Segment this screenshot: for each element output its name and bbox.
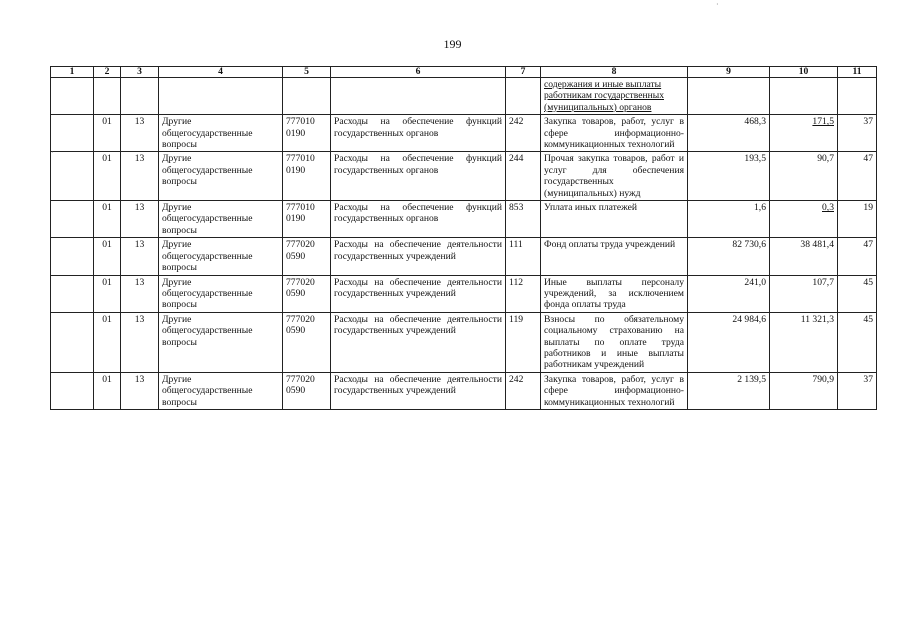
cell-target-name: Расходы на обеспечение функций государственных органов bbox=[331, 152, 506, 201]
cell-expense-code: 119 bbox=[506, 312, 541, 372]
cell-percent: 37 bbox=[838, 372, 877, 409]
budget-table bbox=[50, 66, 877, 410]
cell-executed: 38 481,4 bbox=[770, 238, 838, 275]
cell-empty bbox=[94, 78, 121, 115]
cell-percent: 47 bbox=[838, 152, 877, 201]
cell-target-name: Расходы на обеспечение функций государственных органов bbox=[331, 201, 506, 238]
cell-expense-type: Закупка товаров, работ, услуг в сфере информационно-коммуникационных технологий bbox=[541, 115, 688, 152]
cell-section-name: Другие общегосударственные вопросы bbox=[159, 115, 283, 152]
table-row bbox=[51, 152, 877, 201]
table-row bbox=[51, 275, 877, 312]
cell-index bbox=[51, 152, 94, 201]
cell-section: 01 bbox=[94, 238, 121, 275]
column-header: 2 bbox=[94, 67, 121, 78]
column-header: 8 bbox=[541, 67, 688, 78]
page-number: 199 bbox=[443, 37, 462, 51]
cell-empty bbox=[838, 78, 877, 115]
cell-executed: 11 321,3 bbox=[770, 312, 838, 372]
cell-percent: 19 bbox=[838, 201, 877, 238]
cell-empty bbox=[506, 78, 541, 115]
header-row bbox=[51, 67, 877, 78]
cell-target-code: 777020 0590 bbox=[283, 372, 331, 409]
cell-target-code: 777020 0590 bbox=[283, 312, 331, 372]
cell-target-name: Расходы на обеспечение деятельности государственных учреждений bbox=[331, 372, 506, 409]
column-header: 4 bbox=[159, 67, 283, 78]
cell-target-code: 777010 0190 bbox=[283, 201, 331, 238]
cell-section: 01 bbox=[94, 312, 121, 372]
cell-planned: 468,3 bbox=[688, 115, 770, 152]
cell-subsection: 13 bbox=[121, 372, 159, 409]
cell-index bbox=[51, 115, 94, 152]
cell-percent: 45 bbox=[838, 275, 877, 312]
cell-index bbox=[51, 312, 94, 372]
cell-section-name: Другие общегосударственные вопросы bbox=[159, 152, 283, 201]
column-header: 1 bbox=[51, 67, 94, 78]
column-header: 6 bbox=[331, 67, 506, 78]
cell-expense-type: содержания и иные выплаты работникам государственных (муниципальных) органов bbox=[541, 78, 688, 115]
cell-planned: 24 984,6 bbox=[688, 312, 770, 372]
column-header: 9 bbox=[688, 67, 770, 78]
cell-section: 01 bbox=[94, 275, 121, 312]
cell-section-name: Другие общегосударственные вопросы bbox=[159, 312, 283, 372]
cell-index bbox=[51, 372, 94, 409]
column-header: 10 bbox=[770, 67, 838, 78]
column-header: 7 bbox=[506, 67, 541, 78]
cell-percent: 37 bbox=[838, 115, 877, 152]
cell-subsection: 13 bbox=[121, 312, 159, 372]
cell-section-name: Другие общегосударственные вопросы bbox=[159, 372, 283, 409]
cell-expense-code: 244 bbox=[506, 152, 541, 201]
cell-percent: 45 bbox=[838, 312, 877, 372]
cell-executed: 0,3 bbox=[770, 201, 838, 238]
cell-section-name: Другие общегосударственные вопросы bbox=[159, 201, 283, 238]
cell-empty bbox=[121, 78, 159, 115]
cell-section: 01 bbox=[94, 372, 121, 409]
table-row bbox=[51, 312, 877, 372]
cell-subsection: 13 bbox=[121, 115, 159, 152]
cell-planned: 2 139,5 bbox=[688, 372, 770, 409]
cell-subsection: 13 bbox=[121, 275, 159, 312]
cell-index bbox=[51, 275, 94, 312]
cell-empty bbox=[688, 78, 770, 115]
cell-target-name: Расходы на обеспечение функций государственных органов bbox=[331, 115, 506, 152]
cell-target-code: 777020 0590 bbox=[283, 275, 331, 312]
cell-index bbox=[51, 238, 94, 275]
cell-expense-type: Иные выплаты персоналу учреждений, за исключением фонда оплаты труда bbox=[541, 275, 688, 312]
cell-subsection: 13 bbox=[121, 238, 159, 275]
cell-target-code: 777020 0590 bbox=[283, 238, 331, 275]
continuation-row bbox=[51, 78, 877, 115]
cell-expense-type: Прочая закупка товаров, работ и услуг для обеспечения государственных (муниципальных) нужд bbox=[541, 152, 688, 201]
cell-expense-type: Закупка товаров, работ, услуг в сфере информационно-коммуникационных технологий bbox=[541, 372, 688, 409]
cell-expense-code: 111 bbox=[506, 238, 541, 275]
cell-empty bbox=[283, 78, 331, 115]
scan-dot: · bbox=[51, 148, 54, 157]
cell-executed: 171,5 bbox=[770, 115, 838, 152]
cell-expense-code: 242 bbox=[506, 115, 541, 152]
cell-section: 01 bbox=[94, 115, 121, 152]
cell-subsection: 13 bbox=[121, 201, 159, 238]
cell-subsection: 13 bbox=[121, 152, 159, 201]
cell-section: 01 bbox=[94, 152, 121, 201]
cell-target-name: Расходы на обеспечение деятельности государственных учреждений bbox=[331, 275, 506, 312]
cell-expense-type: Уплата иных платежей bbox=[541, 201, 688, 238]
cell-executed: 90,7 bbox=[770, 152, 838, 201]
column-header: 11 bbox=[838, 67, 877, 78]
cell-expense-type: Фонд оплаты труда учреждений bbox=[541, 238, 688, 275]
cell-empty bbox=[159, 78, 283, 115]
cell-target-code: 777010 0190 bbox=[283, 152, 331, 201]
cell-target-code: 777010 0190 bbox=[283, 115, 331, 152]
scan-dot: · bbox=[716, 0, 719, 9]
cell-executed: 790,9 bbox=[770, 372, 838, 409]
cell-empty bbox=[770, 78, 838, 115]
cell-index bbox=[51, 201, 94, 238]
cell-planned: 193,5 bbox=[688, 152, 770, 201]
table-row bbox=[51, 238, 877, 275]
cell-expense-code: 853 bbox=[506, 201, 541, 238]
table-row bbox=[51, 201, 877, 238]
column-header: 3 bbox=[121, 67, 159, 78]
cell-executed: 107,7 bbox=[770, 275, 838, 312]
cell-expense-code: 242 bbox=[506, 372, 541, 409]
table-row bbox=[51, 372, 877, 409]
cell-target-name: Расходы на обеспечение деятельности государственных учреждений bbox=[331, 312, 506, 372]
cell-empty bbox=[51, 78, 94, 115]
cell-percent: 47 bbox=[838, 238, 877, 275]
cell-expense-code: 112 bbox=[506, 275, 541, 312]
cell-section-name: Другие общегосударственные вопросы bbox=[159, 275, 283, 312]
cell-target-name: Расходы на обеспечение деятельности государственных учреждений bbox=[331, 238, 506, 275]
cell-empty bbox=[331, 78, 506, 115]
column-header: 5 bbox=[283, 67, 331, 78]
cell-section-name: Другие общегосударственные вопросы bbox=[159, 238, 283, 275]
cell-planned: 1,6 bbox=[688, 201, 770, 238]
cell-planned: 82 730,6 bbox=[688, 238, 770, 275]
cell-expense-type: Взносы по обязательному социальному страхованию на выплаты по оплате труда работников и иные выплаты работникам учреждений bbox=[541, 312, 688, 372]
cell-planned: 241,0 bbox=[688, 275, 770, 312]
cell-section: 01 bbox=[94, 201, 121, 238]
table-row bbox=[51, 115, 877, 152]
